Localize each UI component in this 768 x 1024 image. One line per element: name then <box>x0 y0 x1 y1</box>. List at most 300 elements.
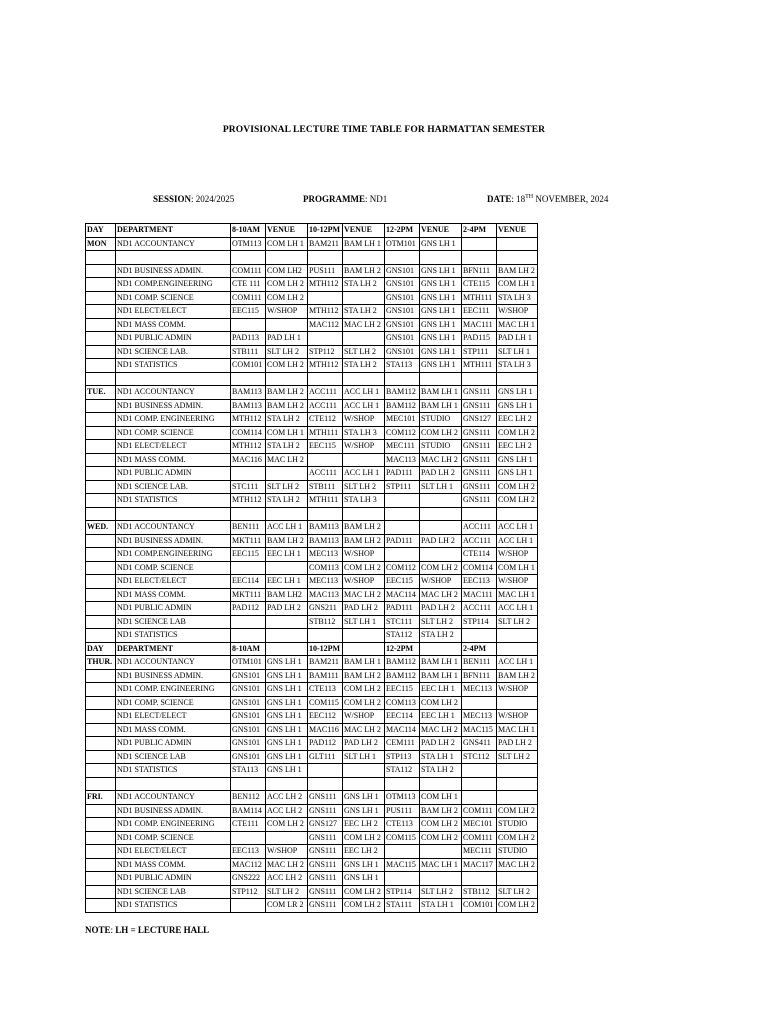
venue-cell: PAD LH 2 <box>420 602 462 616</box>
course-cell: BEN111 <box>462 656 497 670</box>
course-cell: GNS101 <box>231 750 266 764</box>
course-cell <box>231 372 266 386</box>
department-cell: ND1 COMP. SCIENCE <box>116 291 231 305</box>
course-cell: GNS101 <box>385 318 420 332</box>
course-cell: MEC113 <box>308 548 343 562</box>
venue-cell: EEC LH 1 <box>266 548 308 562</box>
venue-cell: COM LH 2 <box>497 494 538 508</box>
table-row <box>86 332 538 346</box>
venue-cell: W/SHOP <box>266 305 308 319</box>
venue-cell: ACC LH 1 <box>343 399 385 413</box>
department-cell: ND1 MASS COMM. <box>116 858 231 872</box>
venue-cell: STA LH 2 <box>343 359 385 373</box>
table-row <box>86 548 538 562</box>
venue-cell: ACC LH 1 <box>497 534 538 548</box>
course-cell: GNS111 <box>462 453 497 467</box>
day-cell: THUR. <box>86 656 116 670</box>
course-cell: BFN111 <box>462 669 497 683</box>
department-cell <box>116 507 231 521</box>
venue-cell: STA LH 2 <box>266 494 308 508</box>
venue-cell: BAM LH 2 <box>343 264 385 278</box>
course-cell <box>231 615 266 629</box>
department-cell: ND1 STATISTICS <box>116 899 231 913</box>
table-row <box>86 278 538 292</box>
venue-cell: COM LH 2 <box>497 899 538 913</box>
programme-label: PROGRAMME <box>303 194 365 204</box>
course-cell: EEC114 <box>385 710 420 724</box>
venue-cell: W/SHOP <box>343 710 385 724</box>
venue-cell <box>497 507 538 521</box>
department-cell: ND1 COMP. ENGINEERING <box>116 413 231 427</box>
course-cell: EEC115 <box>231 548 266 562</box>
course-cell: MAC116 <box>231 453 266 467</box>
course-cell: BAM211 <box>308 656 343 670</box>
venue-cell: GNS LH 1 <box>420 332 462 346</box>
course-cell: MKT111 <box>231 534 266 548</box>
course-cell: EEC115 <box>308 440 343 454</box>
table-row <box>86 534 538 548</box>
course-cell: OTM113 <box>385 791 420 805</box>
venue-cell: PAD LH 2 <box>343 737 385 751</box>
course-cell: COM111 <box>231 264 266 278</box>
venue-cell: SLT LH 2 <box>497 615 538 629</box>
venue-cell: COM LH 1 <box>266 426 308 440</box>
venue-cell: BAM LH 1 <box>420 386 462 400</box>
course-cell: GNS111 <box>308 899 343 913</box>
course-cell: MAC114 <box>385 588 420 602</box>
course-cell: MAC111 <box>462 588 497 602</box>
venue-cell: COM LH2 <box>266 264 308 278</box>
venue-cell: GNS LH 1 <box>420 237 462 251</box>
venue-cell: COM LH 2 <box>420 426 462 440</box>
venue-cell: ACC LH 2 <box>266 791 308 805</box>
course-cell <box>231 507 266 521</box>
department-cell: ND1 STATISTICS <box>116 629 231 643</box>
day-cell <box>86 669 116 683</box>
venue-cell: W/SHOP <box>343 413 385 427</box>
venue-cell <box>497 764 538 778</box>
course-cell <box>385 521 420 535</box>
course-cell: MEC111 <box>385 440 420 454</box>
table-row <box>86 777 538 791</box>
venue-cell: SLT LH 1 <box>420 480 462 494</box>
course-cell: MTH111 <box>462 359 497 373</box>
venue-cell: EEC LH 1 <box>420 710 462 724</box>
header-cell <box>266 642 308 656</box>
course-cell: GNS111 <box>462 399 497 413</box>
course-cell: MAC115 <box>385 858 420 872</box>
venue-cell: STUDIO <box>497 818 538 832</box>
venue-cell: GNS LH 1 <box>266 710 308 724</box>
course-cell: GNS101 <box>385 278 420 292</box>
venue-cell: BAM LH 2 <box>266 386 308 400</box>
venue-cell <box>266 831 308 845</box>
course-cell: COM114 <box>462 561 497 575</box>
venue-cell: BAM LH 2 <box>343 669 385 683</box>
course-cell: GNS101 <box>231 737 266 751</box>
day-cell: FRI. <box>86 791 116 805</box>
venue-cell <box>266 507 308 521</box>
venue-cell <box>420 251 462 265</box>
venue-cell: BAM LH 2 <box>497 264 538 278</box>
venue-cell: GNS LH 1 <box>343 858 385 872</box>
day-cell <box>86 588 116 602</box>
course-cell <box>231 251 266 265</box>
venue-cell: EEC LH 2 <box>497 413 538 427</box>
course-cell: COM101 <box>231 359 266 373</box>
course-cell: GNS111 <box>308 791 343 805</box>
course-cell: CTE 111 <box>231 278 266 292</box>
venue-cell: BAM LH 1 <box>420 399 462 413</box>
day-cell <box>86 278 116 292</box>
venue-cell: GNS LH 1 <box>497 467 538 481</box>
venue-cell: COM LH 2 <box>497 804 538 818</box>
table-row <box>86 588 538 602</box>
venue-cell: BAM LH 2 <box>420 804 462 818</box>
venue-cell: PAD LH 1 <box>266 332 308 346</box>
department-cell: ND1 SCIENCE LAB <box>116 885 231 899</box>
table-row <box>86 872 538 886</box>
venue-cell: MAC LH 2 <box>266 858 308 872</box>
venue-cell: BAM LH2 <box>266 588 308 602</box>
course-cell <box>231 629 266 643</box>
day-cell <box>86 372 116 386</box>
venue-cell <box>266 629 308 643</box>
course-cell <box>462 791 497 805</box>
department-cell <box>116 777 231 791</box>
venue-cell: EEC LH 2 <box>343 818 385 832</box>
course-cell: PAD112 <box>308 737 343 751</box>
venue-cell: BAM LH 2 <box>343 521 385 535</box>
course-cell: MAC113 <box>308 588 343 602</box>
course-cell: STB111 <box>231 345 266 359</box>
venue-cell <box>343 453 385 467</box>
table-row <box>86 291 538 305</box>
course-cell: MTH112 <box>231 440 266 454</box>
day-cell <box>86 615 116 629</box>
day-cell <box>86 467 116 481</box>
department-cell: ND1 MASS COMM. <box>116 588 231 602</box>
course-cell: GNS111 <box>462 426 497 440</box>
course-cell: GNS111 <box>308 831 343 845</box>
course-cell: EEC115 <box>231 305 266 319</box>
programme-info: PROGRAMME: ND1 <box>303 194 388 204</box>
day-cell <box>86 426 116 440</box>
venue-cell <box>266 561 308 575</box>
table-row <box>86 818 538 832</box>
venue-cell: BAM LH 1 <box>343 656 385 670</box>
venue-cell: SLT LH 2 <box>266 480 308 494</box>
day-cell <box>86 548 116 562</box>
day-cell <box>86 494 116 508</box>
table-row <box>86 737 538 751</box>
venue-cell: STA LH 3 <box>497 291 538 305</box>
venue-cell: SLT LH 2 <box>420 615 462 629</box>
department-cell: ND1 ELECT/ELECT <box>116 305 231 319</box>
course-cell: GNS211 <box>308 602 343 616</box>
course-cell <box>385 251 420 265</box>
course-cell <box>462 372 497 386</box>
venue-cell: STA LH 1 <box>420 750 462 764</box>
venue-cell: STA LH 2 <box>266 440 308 454</box>
table-row <box>86 264 538 278</box>
venue-cell <box>497 629 538 643</box>
header-cell: 12-2PM <box>385 642 420 656</box>
day-cell <box>86 440 116 454</box>
course-cell: COM113 <box>308 561 343 575</box>
venue-cell: STUDIO <box>420 440 462 454</box>
table-row <box>86 467 538 481</box>
table-row <box>86 399 538 413</box>
course-cell: STA113 <box>385 359 420 373</box>
venue-cell: COM LH 2 <box>497 426 538 440</box>
course-cell <box>231 318 266 332</box>
table-row <box>86 683 538 697</box>
department-cell: ND1 SCIENCE LAB. <box>116 345 231 359</box>
department-cell: ND1 STATISTICS <box>116 494 231 508</box>
course-cell: GLT111 <box>308 750 343 764</box>
course-cell <box>385 872 420 886</box>
venue-cell: GNS LH 1 <box>497 399 538 413</box>
timetable-body <box>86 224 538 913</box>
course-cell <box>308 453 343 467</box>
venue-cell: GNS LH 1 <box>497 453 538 467</box>
venue-cell: ACC LH 2 <box>266 872 308 886</box>
course-cell: EEC113 <box>462 575 497 589</box>
venue-cell: GNS LH 1 <box>266 696 308 710</box>
header-cell <box>420 642 462 656</box>
course-cell: STA111 <box>385 899 420 913</box>
venue-cell: STA LH 3 <box>343 426 385 440</box>
course-cell: MEC113 <box>462 710 497 724</box>
venue-cell: BAM LH 2 <box>266 534 308 548</box>
venue-cell: MAC LH 2 <box>343 588 385 602</box>
venue-cell: GNS LH 1 <box>266 669 308 683</box>
day-cell <box>86 710 116 724</box>
venue-cell: STA LH 3 <box>497 359 538 373</box>
course-cell: COM112 <box>385 426 420 440</box>
department-cell: ND1 PUBLIC ADMIN <box>116 737 231 751</box>
department-cell: ND1 BUSINESS ADMIN. <box>116 399 231 413</box>
venue-cell: MAC LH 2 <box>497 858 538 872</box>
course-cell: MEC101 <box>462 818 497 832</box>
table-row <box>86 237 538 251</box>
course-cell: STC112 <box>462 750 497 764</box>
course-cell: MAC113 <box>385 453 420 467</box>
course-cell: STA112 <box>385 764 420 778</box>
course-cell: ACC111 <box>308 399 343 413</box>
venue-cell <box>420 872 462 886</box>
course-cell: COM114 <box>231 426 266 440</box>
course-cell <box>385 845 420 859</box>
day-cell <box>86 723 116 737</box>
date-day: 18 <box>516 194 526 204</box>
day-cell <box>86 750 116 764</box>
course-cell: ACC111 <box>462 521 497 535</box>
department-cell <box>116 251 231 265</box>
table-row <box>86 831 538 845</box>
note-value: LH = LECTURE HALL <box>115 925 210 935</box>
course-cell: GNS101 <box>231 669 266 683</box>
table-row <box>86 386 538 400</box>
department-cell: ND1 MASS COMM. <box>116 723 231 737</box>
course-cell: MEC113 <box>308 575 343 589</box>
course-cell: MTH111 <box>462 291 497 305</box>
table-row <box>86 494 538 508</box>
timetable <box>85 223 538 913</box>
venue-cell: GNS LH 1 <box>343 791 385 805</box>
table-header-row <box>86 224 538 238</box>
table-row <box>86 251 538 265</box>
date-label: DATE <box>487 194 512 204</box>
venue-cell: COM LH 2 <box>343 696 385 710</box>
venue-cell: ACC LH 1 <box>497 656 538 670</box>
header-cell: DAY <box>86 642 116 656</box>
course-cell: STP114 <box>385 885 420 899</box>
course-cell: EEC115 <box>385 683 420 697</box>
department-cell: ND1 ACCOUNTANCY <box>116 791 231 805</box>
venue-cell: BAM LH 1 <box>420 656 462 670</box>
course-cell: ACC111 <box>462 534 497 548</box>
session-label: SESSION <box>153 194 192 204</box>
course-cell: PUS111 <box>385 804 420 818</box>
course-cell: PAD113 <box>231 332 266 346</box>
day-cell <box>86 777 116 791</box>
venue-cell: SLT LH 2 <box>420 885 462 899</box>
venue-cell <box>343 372 385 386</box>
venue-cell: GNS LH 1 <box>420 345 462 359</box>
course-cell <box>462 629 497 643</box>
course-cell: BAM111 <box>308 669 343 683</box>
department-cell: ND1 COMP. ENGINEERING <box>116 818 231 832</box>
course-cell: GNS101 <box>231 683 266 697</box>
course-cell: BAM112 <box>385 399 420 413</box>
venue-cell: EEC LH 2 <box>497 440 538 454</box>
course-cell: STA112 <box>385 629 420 643</box>
venue-cell <box>343 507 385 521</box>
venue-cell: COM LH 1 <box>497 561 538 575</box>
venue-cell <box>497 251 538 265</box>
course-cell: CTE111 <box>231 818 266 832</box>
venue-cell: STA LH 3 <box>343 494 385 508</box>
department-cell: ND1 SCIENCE LAB <box>116 615 231 629</box>
course-cell: MTH111 <box>308 426 343 440</box>
course-cell: BAM112 <box>385 669 420 683</box>
course-cell: MTH112 <box>308 305 343 319</box>
venue-cell: PAD LH 2 <box>343 602 385 616</box>
table-row <box>86 602 538 616</box>
course-cell: GNS101 <box>385 332 420 346</box>
venue-cell: GNS LH 1 <box>497 386 538 400</box>
day-cell <box>86 345 116 359</box>
table-row <box>86 440 538 454</box>
course-cell: STC111 <box>231 480 266 494</box>
department-cell: ND1 STATISTICS <box>116 764 231 778</box>
course-cell: GNS111 <box>462 467 497 481</box>
day-cell: WED. <box>86 521 116 535</box>
programme-value: ND1 <box>369 194 388 204</box>
table-row <box>86 345 538 359</box>
department-cell: ND1 COMP. SCIENCE <box>116 561 231 575</box>
course-cell: COM111 <box>462 831 497 845</box>
venue-cell <box>420 777 462 791</box>
header-cell <box>497 642 538 656</box>
day-cell <box>86 480 116 494</box>
venue-cell: W/SHOP <box>497 548 538 562</box>
venue-cell <box>420 507 462 521</box>
course-cell <box>462 764 497 778</box>
venue-cell: W/SHOP <box>266 845 308 859</box>
day-cell <box>86 831 116 845</box>
venue-cell: MAC LH 1 <box>497 318 538 332</box>
course-cell: BAM112 <box>385 386 420 400</box>
venue-cell: W/SHOP <box>497 710 538 724</box>
department-cell: ND1 PUBLIC ADMIN <box>116 332 231 346</box>
table-row <box>86 656 538 670</box>
course-cell: COM112 <box>385 561 420 575</box>
course-cell <box>462 872 497 886</box>
course-cell: BAM114 <box>231 804 266 818</box>
course-cell: PAD111 <box>385 467 420 481</box>
course-cell: GNS222 <box>231 872 266 886</box>
course-cell <box>462 237 497 251</box>
department-cell: ND1 MASS COMM. <box>116 453 231 467</box>
table-row <box>86 507 538 521</box>
table-row <box>86 453 538 467</box>
course-cell: MAC117 <box>462 858 497 872</box>
department-cell: ND1 ACCOUNTANCY <box>116 656 231 670</box>
note-label: NOTE <box>85 925 111 935</box>
department-cell: ND1 BUSINESS ADMIN. <box>116 669 231 683</box>
course-cell: GNS111 <box>308 858 343 872</box>
venue-cell <box>266 372 308 386</box>
table-header-row <box>86 642 538 656</box>
course-cell: STC111 <box>385 615 420 629</box>
course-cell <box>385 777 420 791</box>
day-cell: TUE. <box>86 386 116 400</box>
page-title: PROVISIONAL LECTURE TIME TABLE FOR HARMATTAN SEMESTER <box>222 125 546 135</box>
course-cell: BAM113 <box>231 399 266 413</box>
day-cell <box>86 858 116 872</box>
venue-cell: STA LH 2 <box>343 278 385 292</box>
department-cell: ND1 COMP.ENGINEERING <box>116 278 231 292</box>
day-cell <box>86 885 116 899</box>
course-cell <box>385 507 420 521</box>
header-cell: 8-10AM <box>231 224 266 238</box>
venue-cell: BAM LH 2 <box>343 534 385 548</box>
header-cell: 2-4PM <box>462 642 497 656</box>
department-cell: ND1 PUBLIC ADMIN <box>116 872 231 886</box>
venue-cell: SLT LH 1 <box>497 345 538 359</box>
course-cell: GNS101 <box>385 264 420 278</box>
course-cell: BFN111 <box>462 264 497 278</box>
course-cell: GNS101 <box>385 345 420 359</box>
table-row <box>86 899 538 913</box>
venue-cell <box>266 615 308 629</box>
venue-cell: COM LH 2 <box>420 696 462 710</box>
department-cell: ND1 ACCOUNTANCY <box>116 237 231 251</box>
day-cell <box>86 899 116 913</box>
course-cell: PUS111 <box>308 264 343 278</box>
course-cell: COM113 <box>385 696 420 710</box>
course-cell: STP111 <box>385 480 420 494</box>
day-cell <box>86 534 116 548</box>
course-cell <box>308 629 343 643</box>
venue-cell: W/SHOP <box>497 575 538 589</box>
course-cell <box>462 696 497 710</box>
department-cell: ND1 COMP. SCIENCE <box>116 426 231 440</box>
venue-cell <box>420 494 462 508</box>
